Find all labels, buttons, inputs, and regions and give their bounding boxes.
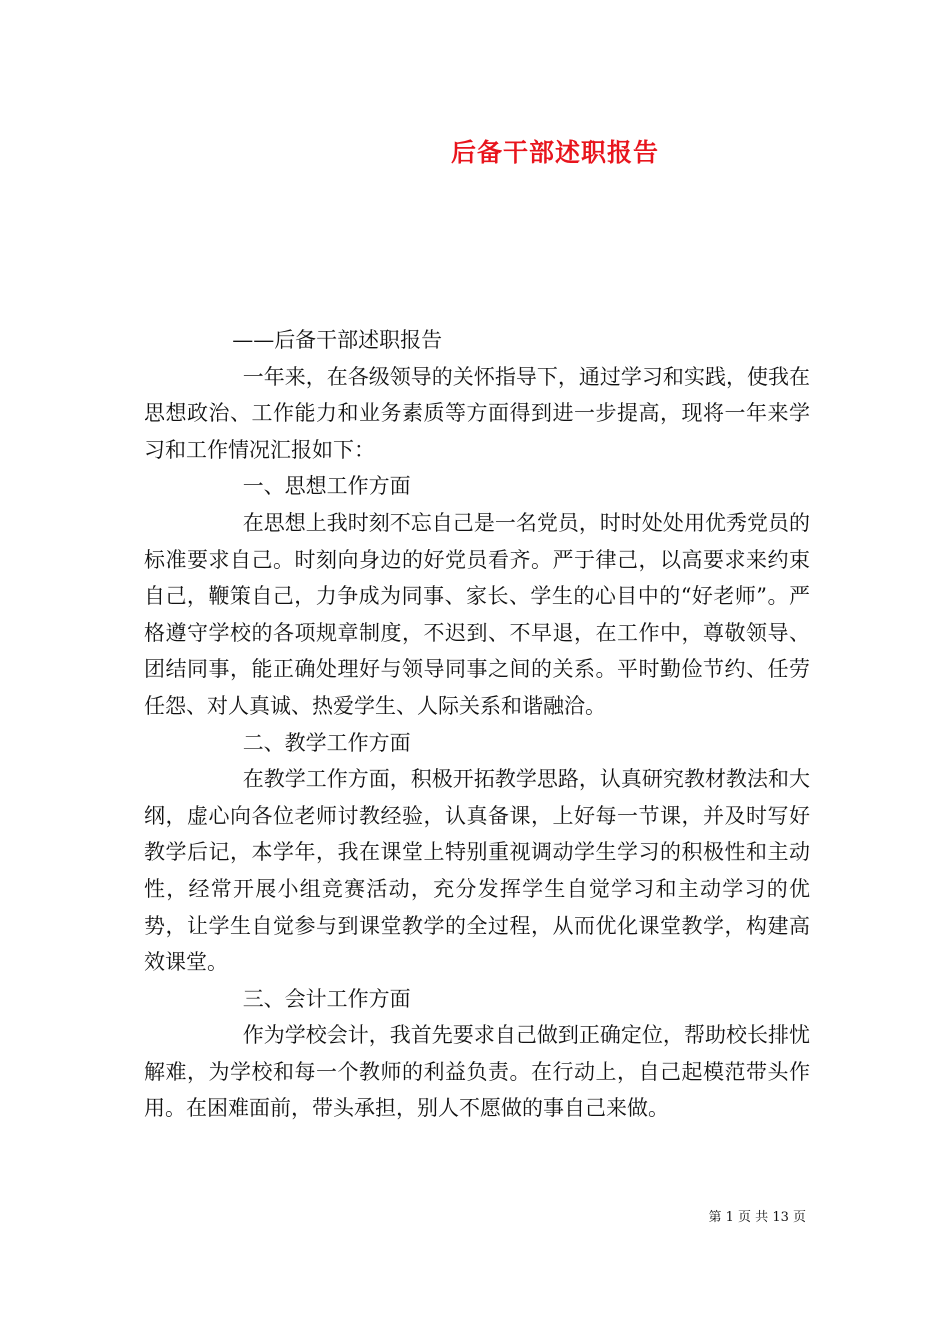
document-title: 后备干部述职报告 (450, 138, 659, 167)
section-heading-teaching: 二、教学工作方面 (242, 730, 411, 755)
section-heading-thought: 一、思想工作方面 (242, 474, 411, 499)
paragraph-accounting: 作为学校会计，我首先要求自己做到正确定位，帮助校长排忧解难，为学校和每一个教师的利益负责。在行动上，自己起模范带头作用。在困难面前，带头承担，别人不愿做的事自己来做。 (144, 1023, 810, 1121)
document-body (144, 322, 810, 1127)
paragraph-thought: 在思想上我时刻不忘自己是一名党员，时时处处用优秀党员的标准要求自己。时刻向身边的好党员看齐。严于律己，以高要求来约束自己，鞭策自己，力争成为同事、家长、学生的心目中的“好老师”。严格遵守学校的各项规章制度，不迟到、不早退，在工作中，尊敬领导、团结同事，能正确处理好与领导同事之间的关系。平时勤俭节约、任劳任怨、对人真诚、热爱学生、人际关系和谐融洽。 (144, 510, 810, 718)
section-heading-accounting: 三、会计工作方面 (242, 986, 411, 1011)
paragraph-teaching: 在教学工作方面，积极开拓教学思路，认真研究教材教法和大纲，虚心向各位老师讨教经验，认真备课，上好每一节课，并及时写好教学后记，本学年，我在课堂上特别重视调动学生学习的积极性和主动性，经常开展小组竞赛活动，充分发挥学生自觉学习和主动学习的优势，让学生自觉参与到课堂教学的全过程，从而优化课堂教学，构建高效课堂。 (144, 767, 810, 975)
document-subtitle: ——后备干部述职报告 (232, 328, 443, 352)
paragraph-intro: 一年来，在各级领导的关怀指导下，通过学习和实践，使我在思想政治、工作能力和业务素质等方面得到进一步提高，现将一年来学习和工作情况汇报如下： (144, 364, 810, 462)
page-number-footer: 第 1 页 共 13 页 (708, 1210, 806, 1225)
